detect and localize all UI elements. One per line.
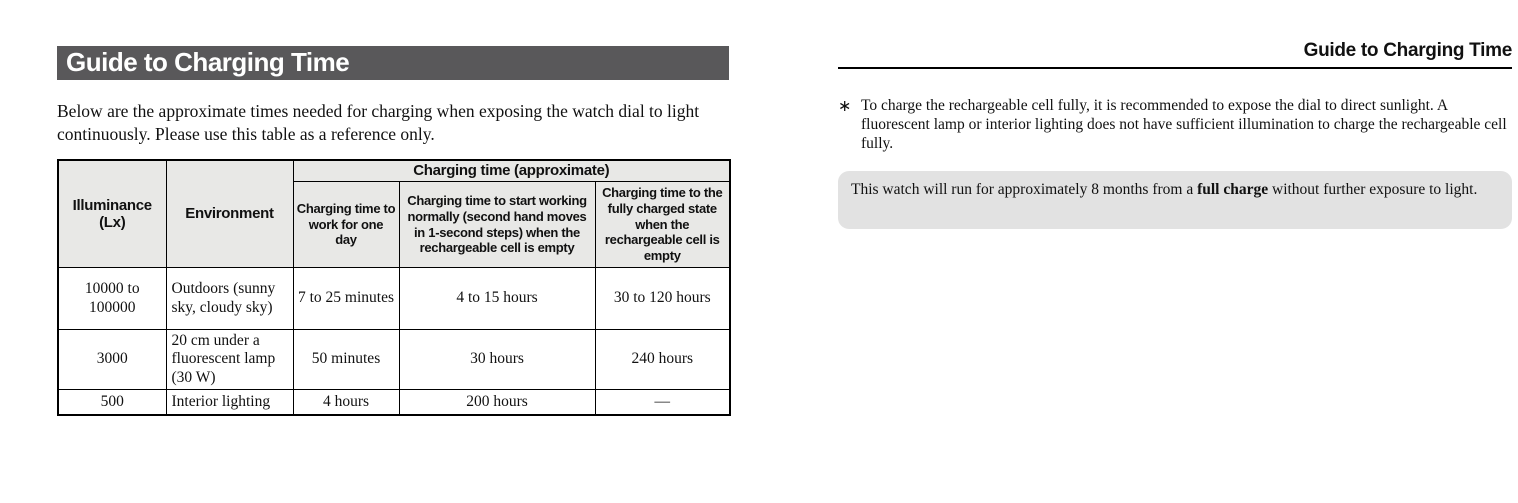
- cell-illuminance: 3000: [58, 330, 166, 390]
- cell-illuminance: 10000 to 100000: [58, 268, 166, 330]
- table-header-row-group: [58, 160, 730, 182]
- section-title-bar: Guide to Charging Time: [57, 46, 729, 80]
- info-box: [838, 171, 1512, 229]
- table-row: [58, 268, 730, 330]
- cell-one-day: 4 hours: [293, 389, 399, 415]
- cell-fully-charged: —: [595, 389, 730, 415]
- info-box-text-after: without further exposure to light.: [1268, 180, 1478, 198]
- running-header: Guide to Charging Time: [838, 40, 1512, 69]
- col-header-start-working: Charging time to start working normally (second hand moves in 1-second steps) when the rechargeable cell is empty: [399, 182, 595, 268]
- info-box-bold-text: full charge: [1197, 180, 1269, 198]
- cell-fully-charged: 240 hours: [595, 330, 730, 390]
- cell-fully-charged: 30 to 120 hours: [595, 268, 730, 330]
- asterisk-note: [838, 96, 1512, 154]
- cell-start-working: 200 hours: [399, 389, 595, 415]
- col-header-charging-group: Charging time (approximate): [293, 160, 730, 182]
- table-row: [58, 330, 730, 390]
- page-right: [838, 40, 1512, 229]
- col-header-environment: Environment: [166, 160, 293, 268]
- charging-time-table: [57, 159, 731, 417]
- cell-environment: Interior lighting: [166, 389, 293, 415]
- col-header-illuminance: Illuminance (Lx): [58, 160, 166, 268]
- page-left: [57, 46, 729, 416]
- cell-environment: 20 cm under a fluorescent lamp (30 W): [166, 330, 293, 390]
- cell-start-working: 30 hours: [399, 330, 595, 390]
- info-box-text-before: This watch will run for approximately 8 months from a: [851, 180, 1198, 198]
- intro-paragraph: Below are the approximate times needed for charging when exposing the watch dial to light continuously. Please use this table as a reference only.: [57, 101, 700, 145]
- asterisk-note-text: To charge the rechargeable cell fully, it is recommended to expose the dial to direct sunlight. A fluorescent lamp or interior lighting does not have sufficient illumination to charge the rechargeable cell fully.: [861, 97, 1507, 153]
- cell-one-day: 50 minutes: [293, 330, 399, 390]
- table-row: [58, 389, 730, 415]
- col-header-fully-charged: Charging time to the fully charged state when the rechargeable cell is empty: [595, 182, 730, 268]
- asterisk-icon: ∗: [838, 98, 852, 115]
- cell-illuminance: 500: [58, 389, 166, 415]
- cell-start-working: 4 to 15 hours: [399, 268, 595, 330]
- cell-one-day: 7 to 25 minutes: [293, 268, 399, 330]
- cell-environment: Outdoors (sunny sky, cloudy sky): [166, 268, 293, 330]
- col-header-one-day: Charging time to work for one day: [293, 182, 399, 268]
